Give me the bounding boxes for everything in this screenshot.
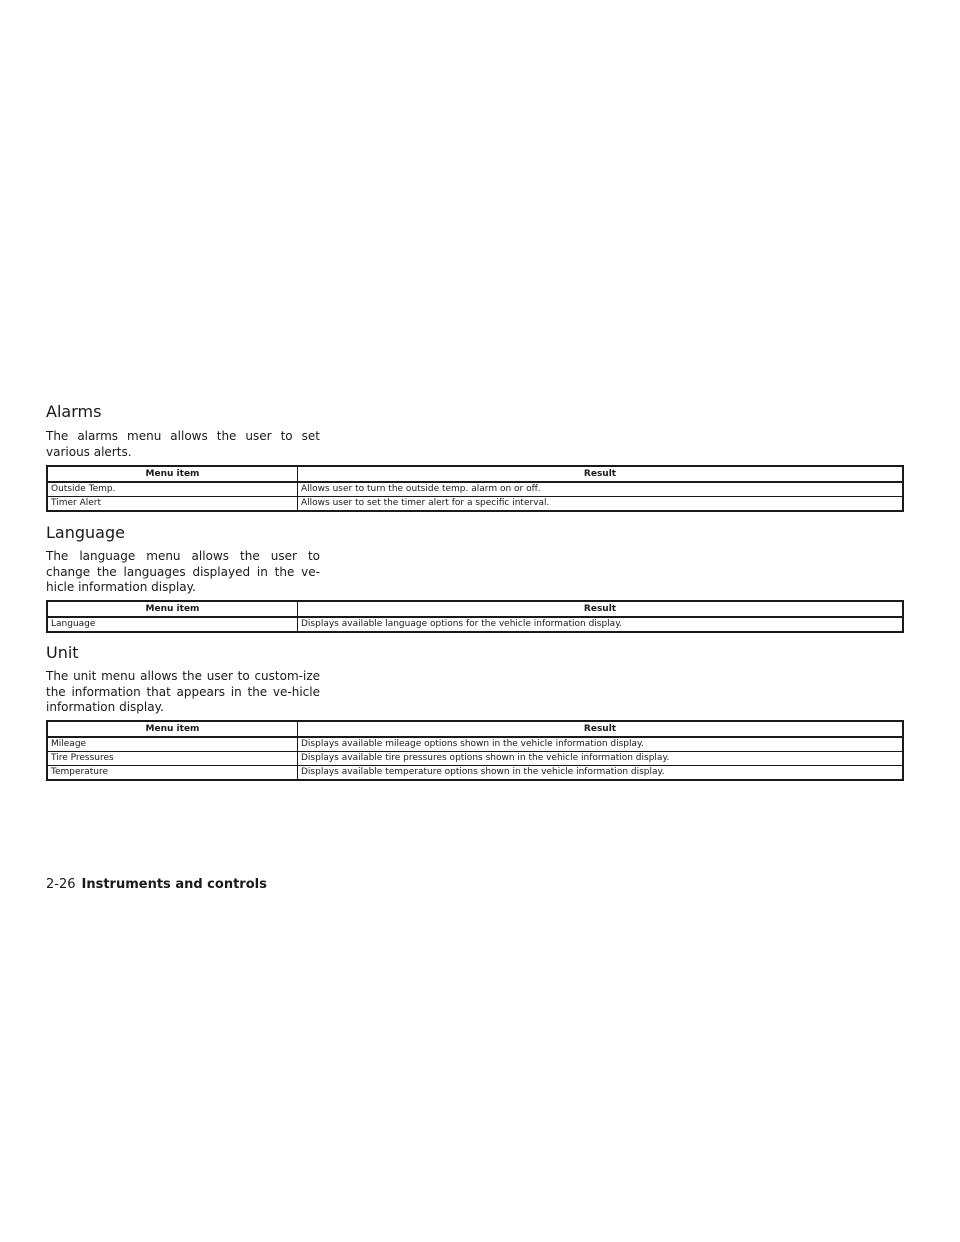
language-table: [46, 600, 904, 633]
table-row: [47, 497, 903, 512]
menu-item-cell: Temperature: [47, 766, 298, 781]
menu-item-header: Menu item: [47, 466, 298, 482]
chapter-title: Instruments and controls: [81, 877, 267, 892]
unit-title: Unit: [46, 643, 79, 662]
menu-item-cell: Language: [47, 617, 298, 632]
menu-item-cell: Outside Temp.: [47, 482, 298, 497]
table-header-row: [47, 601, 903, 617]
result-header: Result: [298, 601, 904, 617]
menu-item-header: Menu item: [47, 601, 298, 617]
menu-item-header: Menu item: [47, 721, 298, 737]
menu-item-cell: Tire Pressures: [47, 752, 298, 766]
result-header: Result: [298, 721, 904, 737]
result-header: Result: [298, 466, 904, 482]
table-header-row: [47, 466, 903, 482]
result-cell: Allows user to turn the outside temp. alarm on or off.: [298, 482, 904, 497]
alarms-intro: The alarms menu allows the user to set various alerts.: [46, 429, 320, 459]
result-cell: Displays available language options for the vehicle information display.: [298, 617, 904, 632]
table-row: [47, 752, 903, 766]
language-intro: The language menu allows the user to change the languages displayed in the ve-hicle information display.: [46, 549, 320, 594]
language-title: Language: [46, 523, 125, 542]
table-row: [47, 766, 903, 781]
alarms-table: [46, 465, 904, 512]
page-footer: [46, 877, 267, 893]
table-row: [47, 737, 903, 752]
table-row: [47, 482, 903, 497]
table-row: [47, 617, 903, 632]
result-cell: Displays available temperature options shown in the vehicle information display.: [298, 766, 904, 781]
menu-item-cell: Mileage: [47, 737, 298, 752]
page-number: 2-26: [46, 877, 76, 892]
unit-intro: The unit menu allows the user to custom-ize the information that appears in the ve-hicle information display.: [46, 669, 320, 714]
result-cell: Displays available tire pressures options shown in the vehicle information display.: [298, 752, 904, 766]
menu-item-cell: Timer Alert: [47, 497, 298, 512]
table-header-row: [47, 721, 903, 737]
result-cell: Displays available mileage options shown in the vehicle information display.: [298, 737, 904, 752]
unit-table: [46, 720, 904, 781]
result-cell: Allows user to set the timer alert for a specific interval.: [298, 497, 904, 512]
alarms-title: Alarms: [46, 402, 102, 421]
